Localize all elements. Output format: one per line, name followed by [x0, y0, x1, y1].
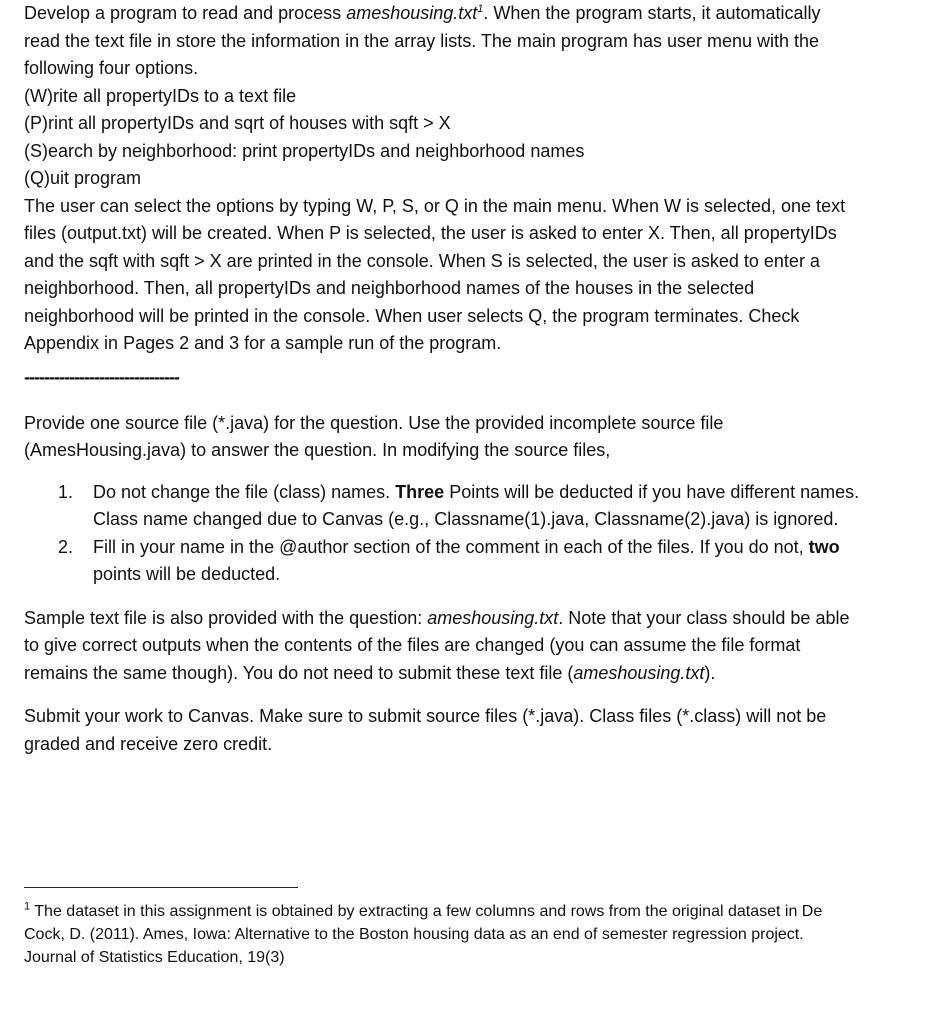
provide-line: (AmesHousing.java) to answer the question. In modifying the source files, — [24, 440, 611, 460]
intro-line-1 — [24, 0, 924, 28]
step-text: Do not change the file (class) names. — [93, 481, 396, 502]
intro-text: Develop a program to read and process — [24, 3, 347, 23]
description-line: The user can select the options by typing W, P, S, or Q in the main menu. When W is selected, one text — [24, 195, 846, 216]
sample-text: remains the same though). You do not need to submit these text file ( — [24, 662, 574, 683]
step-line: points will be deducted. — [93, 564, 281, 584]
footnote-line: Cock, D. (2011). Ames, Iowa: Alternative to the Boston housing data as an end of semester regression project. — [24, 926, 804, 943]
document-page — [24, 0, 924, 758]
provide-line: Provide one source file (*.java) for the question. Use the provided incomplete source file — [24, 412, 724, 433]
dashed-separator: ------------------------------- — [24, 366, 179, 387]
description-line: neighborhood. Then, all propertyIDs and neighborhood names of the houses in the selected — [24, 278, 755, 298]
list-number: 1. — [58, 481, 74, 502]
dataset-filename: ameshousing.txt — [346, 3, 478, 23]
sample-line — [24, 605, 924, 633]
description-line: neighborhood will be printed in the console. When user selects Q, the program terminates. Check — [24, 305, 800, 326]
description-line: Appendix in Pages 2 and 3 for a sample run of the program. — [24, 333, 502, 353]
footnote-line: Journal of Statistics Education, 19(3) — [24, 949, 285, 966]
menu-option-quit: (Q)uit program — [24, 168, 142, 188]
sample-text: ). — [704, 662, 716, 683]
footnote-mark: 1 — [24, 900, 31, 913]
provide-paragraph — [24, 410, 924, 465]
intro-text: . When the program starts, it automatically — [483, 3, 821, 23]
dataset-filename: ameshousing.txt — [573, 662, 705, 683]
step-line — [93, 479, 924, 507]
submit-line: Submit your work to Canvas. Make sure to submit source files (*.java). Class files (*.class) will not be — [24, 706, 827, 726]
submit-paragraph — [24, 703, 924, 758]
sample-paragraph — [24, 605, 924, 688]
intro-line-2: read the text file in store the information in the array lists. The main program has user menu with the — [24, 30, 820, 51]
list-number: 2. — [58, 536, 74, 557]
description-line: and the sqft with sqft > X are printed in the console. When S is selected, the user is asked to enter a — [24, 250, 820, 271]
submit-line: graded and receive zero credit. — [24, 733, 273, 754]
bold-emphasis: two — [808, 536, 840, 557]
sample-text: Sample text file is also provided with the question: — [24, 607, 428, 628]
intro-line-3: following four options. — [24, 58, 199, 78]
bold-emphasis: Three — [395, 481, 445, 502]
footnote — [24, 900, 924, 969]
footnote-text: The dataset in this assignment is obtained by extracting a few columns and rows from the original dataset in De — [30, 903, 823, 920]
step-text: Points will be deducted if you have different names. — [444, 481, 860, 502]
footnote-line — [24, 900, 924, 923]
list-item — [24, 479, 924, 534]
menu-option-print: (P)rint all propertyIDs and sqrt of houses with sqft > X — [24, 113, 451, 133]
menu-option-write: (W)rite all propertyIDs to a text file — [24, 85, 297, 106]
footnote-divider — [24, 887, 298, 888]
step-line: Class name changed due to Canvas (e.g., Classname(1).java, Classname(2).java) is ignored. — [93, 509, 839, 529]
dataset-filename: ameshousing.txt — [427, 607, 559, 628]
footnote-reference: 1 — [477, 3, 484, 15]
sample-line: to give correct outputs when the contents of the files are changed (you can assume the file format — [24, 635, 801, 655]
menu-option-search: (S)earch by neighborhood: print propertyIDs and neighborhood names — [24, 140, 585, 161]
sample-line — [24, 660, 924, 688]
sample-text: . Note that your class should be able — [558, 607, 850, 628]
requirements-list — [24, 479, 924, 589]
list-item — [24, 534, 924, 589]
description-line: files (output.txt) will be created. When P is selected, the user is asked to enter X. Then, all propertyIDs — [24, 223, 837, 243]
step-line — [93, 534, 924, 562]
step-text: Fill in your name in the @author section of the comment in each of the files. If you do not, — [93, 536, 809, 557]
